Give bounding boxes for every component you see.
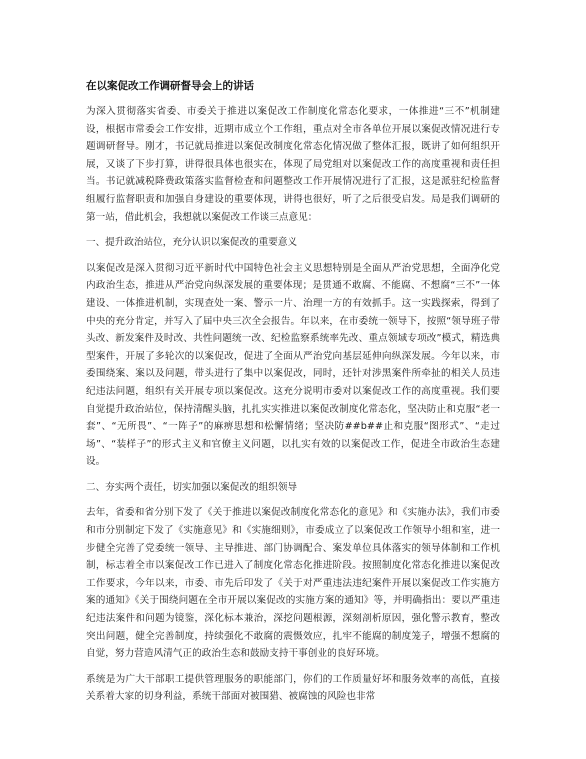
document-page bbox=[86, 78, 500, 714]
section-1-heading: 一、提升政治站位，充分认识以案促改的重要意义 bbox=[86, 237, 298, 249]
intro-paragraph: 为深入贯彻落实省委、市委关于推进以案促改工作制度化常态化要求，一体推进“三不”机制建设，根据市常委会工作安排，近期市成立个工作组，重点对全市各单位开展以案促改情况进行专题调研督导。刚才，书记就局推进以案促改制度化常态化情况做了整体汇报，既讲了如何组织开展，又谈了下步打算，讲得很具体也很实在，体现了局党组对以案促改工作的高度重视和责任担当。书记就减税降费政策落实监督检查和问题整改工作开展情况进行了汇报，这是派驻纪检监督组履行监督职责和加强自身建设的重要体现，讲得也很好，听了之后很受启发。局是我们调研的第一站，借此机会，我想就以案促改工作谈三点意见： bbox=[86, 106, 500, 223]
section-1-paragraph: 以案促改是深入贯彻习近平新时代中国特色社会主义思想特别是全面从严治党思想，全面净化党内政治生态，推进从严治党向纵深发展的重要体现；是贯通不敢腐、不能腐、不想腐“三不”一体建设、一体推进机制，实现查处一案、警示一片、治理一方的有效抓手。这一实践探索，得到了中央的充分肯定，并写入了届中央三次全会报告。年以来，在市委统一领导下，按照“领导班子带头改、新发案件及时改、共性问题统一改、纪检监察系统率先改、重点领域专项改”模式，精选典型案件，开展了多轮次的以案促改，促进了全面从严治党向基层延伸向纵深发展。今年以来，市委围绕案、案以及问题，带头进行了集中以案促改，同时，还针对涉黑案件所牵扯的相关人员违纪违法问题，组织有关开展专项以案促改。这充分说明市委对以案促改工作的高度重视。我们要自觉提升政治站位，保持清醒头脑，扎扎实实推进以案促改制度化常态化，坚决防止和克服“老一套”、“无所畏”、“一阵子”的麻痹思想和松懈情绪；坚决防##b##止和克服“图形式”、“走过场”、“装样子”的形式主义和官僚主义问题，以扎实有效的以案促改工作，促进全市政治生态建设。 bbox=[86, 262, 500, 468]
document-title: 在以案促改工作调研督导会上的讲话 bbox=[86, 80, 254, 92]
section-3-paragraph: 系统是为广大干部职工提供管理服务的职能部门，你们的工作质量好坏和服务效率的高低，直接关系着大家的切身利益，系统干部面对被围猎、被腐蚀的风险也非常 bbox=[86, 673, 500, 703]
section-2-heading: 二、夯实两个责任，切实加强以案促改的组织领导 bbox=[86, 481, 298, 493]
section-2-paragraph: 去年，省委和省分别下发了《关于推进以案促改制度化常态化的意见》和《实施办法》，我们市委和市分别制定下发了《实施意见》和《实施细则》，市委成立了以案促改工作领导小组和室，进一步健全完善了党委统一领导、主导推进、部门协调配合、案发单位具体落实的领导体制和工作机制，标志着全市以案促改工作已进入了制度化常态化推进阶段。按照制度化常态化推进以案促改工作要求，今年以来，市委、市先后印发了《关于对严重违法违纪案件开展以案促改工作实施方案的通知》《关于围绕问题在全市开展以案促改的实施方案的通知》等，并明确指出：要以严重违纪违法案件和问题为镜鉴，深化标本兼治，深挖问题根源，深刻剖析原因，强化警示教育，整改突出问题，健全完善制度，持续强化不敢腐的震慑效应，扎牢不能腐的制度笼子，增强不想腐的自觉，努力营造风清气正的政治生态和鼓励支持干事创业的良好环境。 bbox=[86, 507, 500, 660]
